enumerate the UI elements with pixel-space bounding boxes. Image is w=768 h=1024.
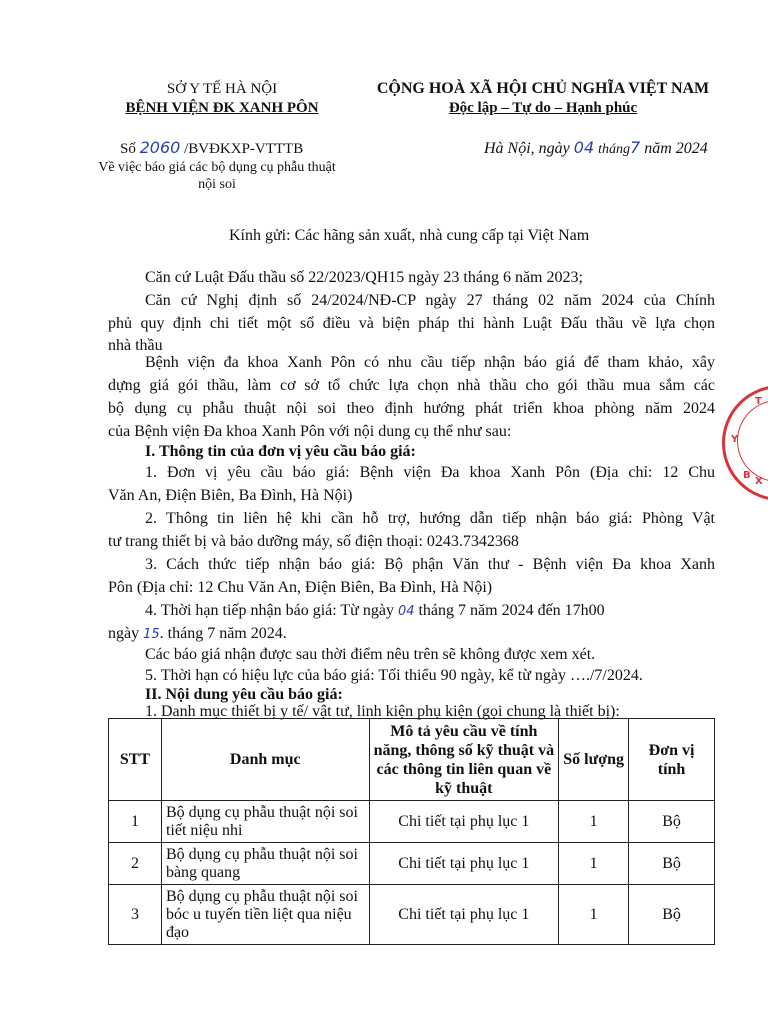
equipment-table <box>108 718 715 945</box>
row-stt: 1 <box>109 801 162 843</box>
row-name: Bộ dụng cụ phẫu thuật nội soi bàng quang <box>161 843 369 885</box>
item-4-text-d: . tháng 7 năm 2024. <box>159 625 287 642</box>
recipient: Kính gửi: Các hãng sản xuất, nhà cung cấp tại Việt Nam <box>229 227 590 244</box>
late-quote-note: Các báo giá nhận được sau thời điểm nêu trên sẽ không được xem xét. <box>145 646 596 663</box>
stamp-char: X <box>755 476 763 487</box>
header-left <box>92 80 352 117</box>
national-motto: Độc lập – Tự do – Hạnh phúc <box>448 100 638 116</box>
purpose-line-1: Bệnh viện đa khoa Xanh Pôn có nhu cầu tiếp nhận báo giá để tham khảo, xây <box>145 354 715 371</box>
row-unit: Bộ <box>629 801 715 843</box>
item-3-line-2: Pôn (Địa chỉ: 12 Chu Văn An, Điện Biên, Ba Đình, Hà Nội) <box>108 579 493 596</box>
row-desc: Chi tiết tại phụ lục 1 <box>369 885 559 945</box>
row-desc: Chi tiết tại phụ lục 1 <box>369 801 559 843</box>
header-name: Danh mục <box>161 719 369 801</box>
national-title: CỘNG HOÀ XÃ HỘI CHỦ NGHĨA VIỆT NAM <box>376 80 710 97</box>
purpose-line-2: dựng giá gói thầu, làm cơ sở tổ chức lựa chọn nhà thầu cho gói thầu mua sắm các <box>108 377 715 394</box>
date-suffix: năm 2024 <box>644 140 708 157</box>
date-prefix: Hà Nội, ngày <box>484 140 570 157</box>
table-row <box>109 843 715 885</box>
item-2-line-2: tư trang thiết bị và bảo dưỡng máy, số điện thoại: 0243.7342368 <box>108 533 519 550</box>
number-prefix: Số <box>120 141 136 157</box>
item-3-line-1: 3. Cách thức tiếp nhận báo giá: Bộ phận Văn thư - Bệnh viện Đa khoa Xanh <box>145 556 715 573</box>
stamp-char: B <box>743 470 751 481</box>
item-5: 5. Thời hạn có hiệu lực của báo giá: Tối thiểu 90 ngày, kể từ ngày …./7/2024. <box>145 667 643 684</box>
section-1-heading: I. Thông tin của đơn vị yêu cầu báo giá: <box>145 443 416 460</box>
table-header-row <box>109 719 715 801</box>
row-desc: Chi tiết tại phụ lục 1 <box>369 843 559 885</box>
basis-decree-line-1: Căn cứ Nghị định số 24/2024/NĐ-CP ngày 27 tháng 02 năm 2024 của Chính <box>145 292 715 309</box>
handwritten-start-day: 04 <box>397 604 415 619</box>
stamp-inner-ring <box>737 400 768 482</box>
row-stt: 3 <box>109 885 162 945</box>
stamp-char: Y <box>731 434 739 445</box>
row-qty: 1 <box>559 885 629 945</box>
basis-decree-line-3: nhà thầu <box>108 337 163 354</box>
row-unit: Bộ <box>629 843 715 885</box>
row-qty: 1 <box>559 801 629 843</box>
item-4-text-a: 4. Thời hạn tiếp nhận báo giá: Từ ngày <box>145 602 394 619</box>
document-subject <box>82 159 352 193</box>
hospital-name: BỆNH VIỆN ĐK XANH PÔN <box>125 100 319 116</box>
purpose-line-4: của Bệnh viện Đa khoa Xanh Pôn với nội dung cụ thể như sau: <box>108 423 512 440</box>
stamp-char: T <box>755 396 762 407</box>
section-2-heading: II. Nội dung yêu cầu báo giá: <box>145 686 343 703</box>
item-2-line-1: 2. Thông tin liên hệ khi cần hỗ trợ, hướng dẫn tiếp nhận báo giá: Phòng Vật <box>145 510 715 527</box>
handwritten-end-day: 15 <box>143 627 160 642</box>
item-1-line-2: Văn An, Điện Biên, Ba Đình, Hà Nội) <box>108 487 353 504</box>
row-name: Bộ dụng cụ phẫu thuật nội soi bóc u tuyến tiền liệt qua niệu đạo <box>161 885 369 945</box>
purpose-line-3: bộ dụng cụ phẫu thuật nội soi theo định hướng phát triển khoa phòng năm 2024 <box>108 400 715 417</box>
header-desc: Mô tả yêu cầu về tính năng, thông số kỹ thuật và các thông tin liên quan về kỹ thuật <box>369 719 559 801</box>
document-date <box>484 139 708 159</box>
subject-line-1: Về việc báo giá các bộ dụng cụ phẫu thuật <box>98 160 336 175</box>
table-row <box>109 885 715 945</box>
handwritten-number: 2060 <box>139 138 181 157</box>
number-suffix: /BVĐKXP-VTTTB <box>184 141 304 157</box>
basis-law: Căn cứ Luật Đấu thầu số 22/2023/QH15 ngày 23 tháng 6 năm 2023; <box>145 269 583 286</box>
subject-line-2: nội soi <box>198 177 236 192</box>
row-qty: 1 <box>559 843 629 885</box>
row-stt: 2 <box>109 843 162 885</box>
handwritten-month: 7 <box>630 138 641 157</box>
header-stt: STT <box>109 719 162 801</box>
official-stamp <box>722 385 768 501</box>
header-right <box>360 80 726 117</box>
department-name: SỞ Y TẾ HÀ NỘI <box>166 81 278 97</box>
date-month-label: tháng <box>598 142 631 157</box>
item-1-line-1: 1. Đơn vị yêu cầu báo giá: Bệnh viện Đa khoa Xanh Pôn (Địa chỉ: 12 Chu <box>145 464 715 481</box>
basis-decree-line-2: phủ quy định chi tiết một số điều và biện pháp thi hành Luật Đấu thầu về lựa chọn <box>108 315 715 332</box>
row-name: Bộ dụng cụ phẫu thuật nội soi tiết niệu nhi <box>161 801 369 843</box>
item-4-text-c: ngày <box>108 625 140 642</box>
table-row <box>109 801 715 843</box>
document-number <box>120 139 303 158</box>
item-4-line-1 <box>145 602 605 621</box>
header-unit: Đơn vị tính <box>629 719 715 801</box>
item-4-line-2 <box>108 625 287 644</box>
row-unit: Bộ <box>629 885 715 945</box>
header-qty: Số lượng <box>559 719 629 801</box>
handwritten-day: 04 <box>573 138 595 157</box>
section-2-item-1: 1. Danh mục thiết bị y tế/ vật tư, linh kiện phụ kiện (gọi chung là thiết bị): <box>145 703 620 720</box>
item-4-text-b: tháng 7 năm 2024 đến 17h00 <box>418 602 605 619</box>
